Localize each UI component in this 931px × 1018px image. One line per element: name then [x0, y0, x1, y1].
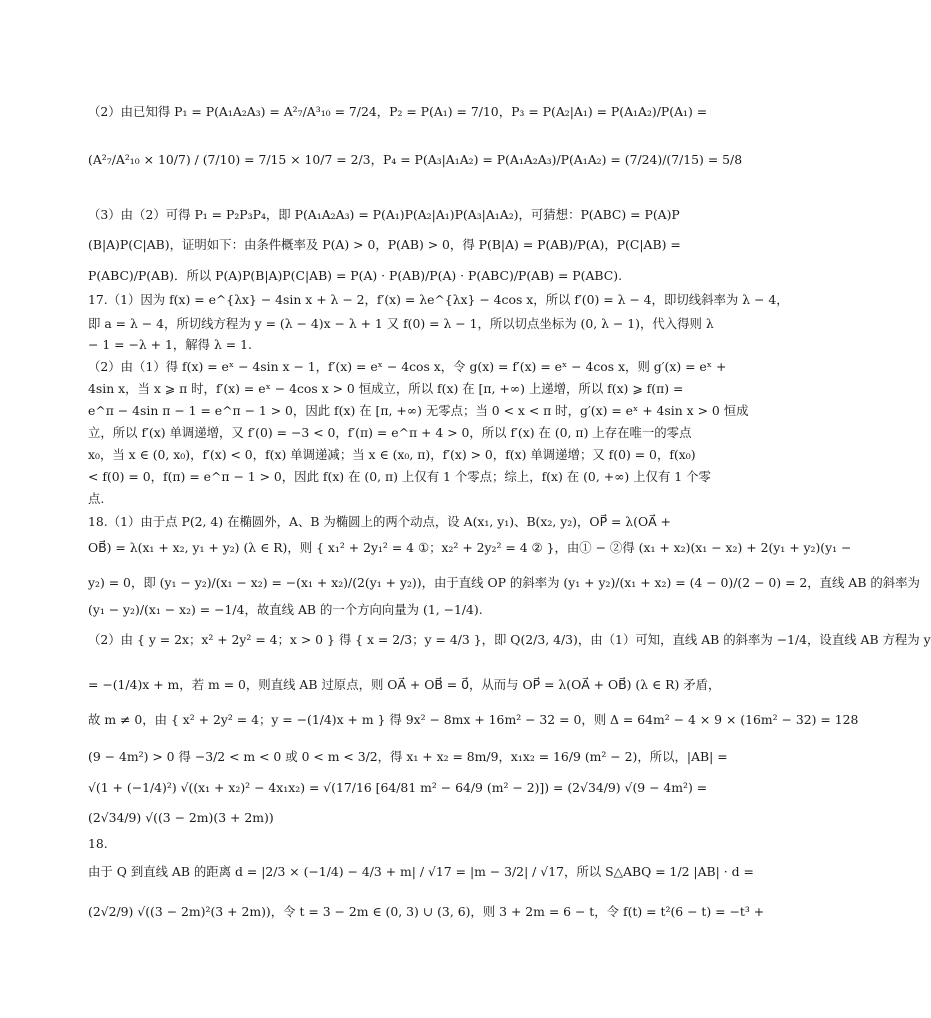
text-line: = −(1/4)x + m，若 m = 0，则直线 AB 过原点，则 OA⃗ + OB⃗ = 0⃗，从而与 OP⃗ = λ(OA⃗ + OB⃗) (λ ∈ R) 矛盾， [88, 677, 721, 692]
text-line: x₀，当 x ∈ (0, x₀)，f′(x) < 0，f(x) 单调递减；当 x ∈ (x₀, π)，f′(x) > 0，f(x) 单调递增；又 f(0) = 0，f(x₀) [88, 447, 696, 462]
text-line: (B|A)P(C|AB)，证明如下：由条件概率及 P(A) > 0，P(AB) > 0，得 P(B|A) = P(AB)/P(A)，P(C|AB) = [88, 237, 681, 252]
text-line: (y₁ − y₂)/(x₁ − x₂) = −1/4，故直线 AB 的一个方向向量为 (1, −1/4). [88, 602, 483, 617]
text-line: y₂) = 0，即 (y₁ − y₂)/(x₁ − x₂) = −(x₁ + x₂)/(2(y₁ + y₂))，由于直线 OP 的斜率为 (y₁ + y₂)/(x₁ + x₂) = (4 − 0)/(2 − 0) = 2，直线 AB 的斜率为 [88, 575, 920, 590]
text-line: 4sin x，当 x ⩾ π 时，f′(x) = eˣ − 4cos x > 0 恒成立，所以 f(x) 在 [π, +∞) 上递增，所以 f(x) ⩾ f(π) = [88, 381, 684, 396]
text-line: (9 − 4m²) > 0 得 −3/2 < m < 0 或 0 < m < 3/2，得 x₁ + x₂ = 8m/9，x₁x₂ = 16/9 (m² − 2)，所以，|AB| = [88, 749, 728, 764]
text-line: 18. [88, 836, 108, 851]
text-line: 17.（1）因为 f(x) = e^{λx} − 4sin x + λ − 2，f′(x) = λe^{λx} − 4cos x，所以 f′(0) = λ − 4，即切线斜率为 λ − 4， [88, 292, 789, 307]
text-line: P(ABC)/P(AB)．所以 P(A)P(B|A)P(C|AB) = P(A) · P(AB)/P(A) · P(ABC)/P(AB) = P(ABC). [88, 268, 623, 283]
text-line: （2）由已知得 P₁ = P(A₁A₂A₃) = A²₇/A³₁₀ = 7/24，P₂ = P(A₁) = 7/10，P₃ = P(A₂|A₁) = P(A₁A₂)/P(A₁) = [88, 104, 708, 119]
text-line: （3）由（2）可得 P₁ = P₂P₃P₄，即 P(A₁A₂A₃) = P(A₁)P(A₂|A₁)P(A₃|A₁A₂)，可猜想：P(ABC) = P(A)P [88, 207, 680, 222]
text-line: − 1 = −λ + 1，解得 λ = 1. [88, 337, 252, 352]
text-line: e^π − 4sin π − 1 = e^π − 1 > 0，因此 f(x) 在 [π, +∞) 无零点；当 0 < x < π 时，g′(x) = eˣ + 4sin x > 0 恒成 [88, 403, 749, 418]
text-line: 即 a = λ − 4，所切线方程为 y = (λ − 4)x − λ + 1 又 f(0) = λ − 1，所以切点坐标为 (0, λ − 1)，代入得则 λ [88, 316, 714, 331]
text-line: < f(0) = 0，f(π) = e^π − 1 > 0，因此 f(x) 在 (0, π) 上仅有 1 个零点；综上，f(x) 在 (0, +∞) 上仅有 1 个零 [88, 469, 711, 484]
text-line: 立，所以 f′(x) 单调递增，又 f′(0) = −3 < 0，f′(π) = e^π + 4 > 0，所以 f′(x) 在 (0, π) 上存在唯一的零点 [88, 425, 692, 440]
text-line: √(1 + (−1/4)²) √((x₁ + x₂)² − 4x₁x₂) = √(17/16 [64/81 m² − 64/9 (m² − 2)]) = (2√34/9) √(9 − 4m²) = [88, 780, 708, 795]
text-line: 点. [88, 491, 105, 506]
text-line: 18.（1）由于点 P(2, 4) 在椭圆外，A、B 为椭圆上的两个动点，设 A(x₁, y₁)、B(x₂, y₂)，OP⃗ = λ(OA⃗ + [88, 514, 671, 529]
text-line: (2√2/9) √((3 − 2m)²(3 + 2m))，令 t = 3 − 2m ∈ (0, 3) ∪ (3, 6)，则 3 + 2m = 6 − t，令 f(t) = t²(6 − t) = −t³ + [88, 904, 765, 919]
text-line: 故 m ≠ 0，由 { x² + 2y² = 4；y = −(1/4)x + m } 得 9x² − 8mx + 16m² − 32 = 0，则 Δ = 64m² − 4 × 9 × (16m² − 32) = 128 [88, 712, 859, 727]
text-line: （2）由 { y = 2x；x² + 2y² = 4；x > 0 } 得 { x = 2/3；y = 4/3 }，即 Q(2/3, 4/3)，由（1）可知，直线 AB 的斜率为 −1/4，设直线 AB 方程为 y [88, 632, 931, 647]
text-line: OB⃗) = λ(x₁ + x₂, y₁ + y₂) (λ ∈ R)，则 { x₁² + 2y₁² = 4 ①；x₂² + 2y₂² = 4 ② }，由① − ②得 (x₁ + x₂)(x₁ − x₂) + 2(y₁ + y₂)(y₁ − [88, 540, 852, 555]
text-line: (A²₇/A²₁₀ × 10/7) / (7/10) = 7/15 × 10/7 = 2/3，P₄ = P(A₃|A₁A₂) = P(A₁A₂A₃)/P(A₁A₂) = (7/24)/(7/15) = 5/8 [88, 152, 743, 167]
text-line: （2）由（1）得 f(x) = eˣ − 4sin x − 1，f′(x) = eˣ − 4cos x，令 g(x) = f′(x) = eˣ − 4cos x，则 g′(x) = eˣ + [88, 359, 727, 374]
text-line: (2√34/9) √((3 − 2m)(3 + 2m)) [88, 810, 274, 825]
text-line: 由于 Q 到直线 AB 的距离 d = |2/3 × (−1/4) − 4/3 + m| / √17 = |m − 3/2| / √17，所以 S△ABQ = 1/2 |AB| · d = [88, 864, 754, 879]
